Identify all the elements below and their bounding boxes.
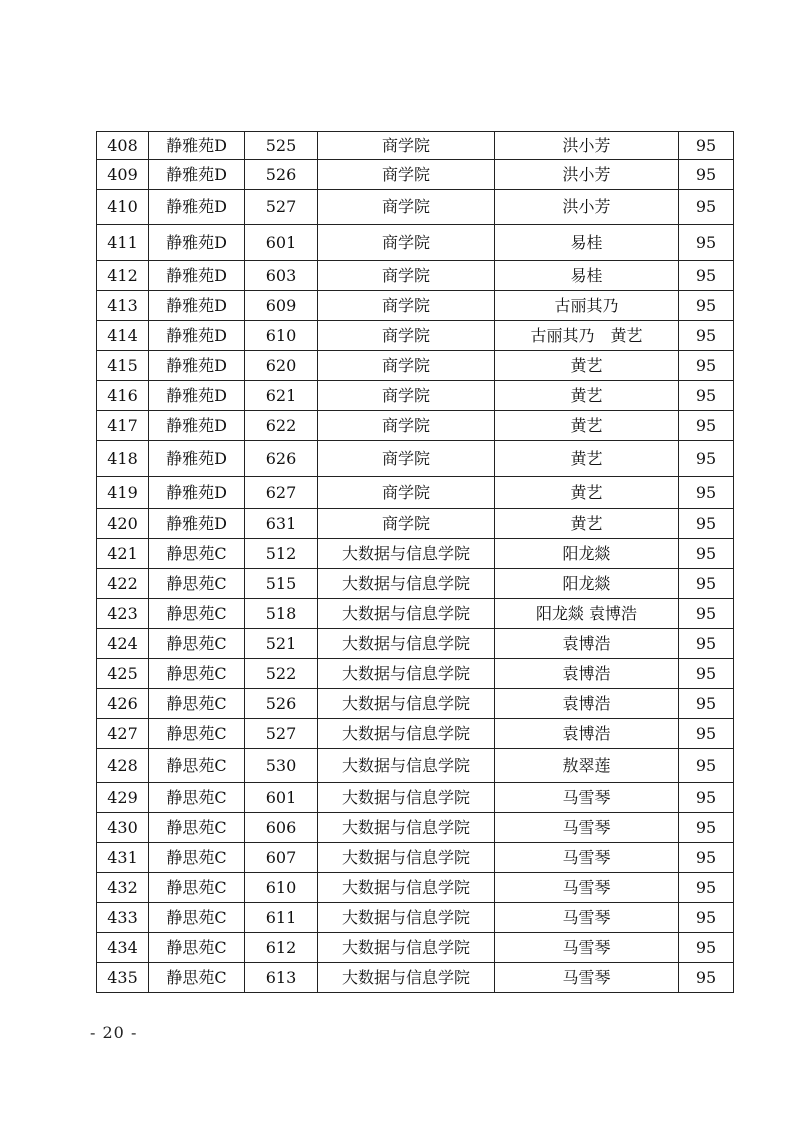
college-cell: 大数据与信息学院 bbox=[318, 843, 495, 873]
college-cell: 大数据与信息学院 bbox=[318, 629, 495, 659]
room-number-cell: 525 bbox=[245, 132, 318, 160]
college-cell: 商学院 bbox=[318, 225, 495, 261]
tutor-cell: 洪小芳 bbox=[495, 132, 679, 160]
building-cell: 静思苑C bbox=[149, 719, 245, 749]
score-cell: 95 bbox=[679, 599, 734, 629]
table-row bbox=[97, 381, 734, 411]
building-cell: 静雅苑D bbox=[149, 261, 245, 291]
room-number-cell: 601 bbox=[245, 225, 318, 261]
college-cell: 大数据与信息学院 bbox=[318, 659, 495, 689]
score-cell: 95 bbox=[679, 261, 734, 291]
score-cell: 95 bbox=[679, 539, 734, 569]
score-cell: 95 bbox=[679, 659, 734, 689]
table-row bbox=[97, 539, 734, 569]
table-row bbox=[97, 225, 734, 261]
score-cell: 95 bbox=[679, 509, 734, 539]
building-cell: 静雅苑D bbox=[149, 225, 245, 261]
college-cell: 大数据与信息学院 bbox=[318, 689, 495, 719]
score-cell: 95 bbox=[679, 933, 734, 963]
row-number-cell: 416 bbox=[97, 381, 149, 411]
score-cell: 95 bbox=[679, 903, 734, 933]
building-cell: 静思苑C bbox=[149, 689, 245, 719]
row-number-cell: 435 bbox=[97, 963, 149, 993]
building-cell: 静思苑C bbox=[149, 539, 245, 569]
score-cell: 95 bbox=[679, 689, 734, 719]
table-row bbox=[97, 933, 734, 963]
college-cell: 商学院 bbox=[318, 291, 495, 321]
table-row bbox=[97, 569, 734, 599]
row-number-cell: 434 bbox=[97, 933, 149, 963]
tutor-cell: 易桂 bbox=[495, 261, 679, 291]
college-cell: 商学院 bbox=[318, 381, 495, 411]
row-number-cell: 429 bbox=[97, 783, 149, 813]
room-number-cell: 526 bbox=[245, 689, 318, 719]
tutor-cell: 黄艺 bbox=[495, 351, 679, 381]
score-cell: 95 bbox=[679, 843, 734, 873]
room-number-cell: 610 bbox=[245, 873, 318, 903]
score-cell: 95 bbox=[679, 783, 734, 813]
table-row bbox=[97, 873, 734, 903]
college-cell: 商学院 bbox=[318, 321, 495, 351]
room-number-cell: 522 bbox=[245, 659, 318, 689]
room-number-cell: 631 bbox=[245, 509, 318, 539]
score-cell: 95 bbox=[679, 132, 734, 160]
college-cell: 商学院 bbox=[318, 411, 495, 441]
building-cell: 静思苑C bbox=[149, 659, 245, 689]
college-cell: 大数据与信息学院 bbox=[318, 569, 495, 599]
table-row bbox=[97, 411, 734, 441]
table-row bbox=[97, 509, 734, 539]
row-number-cell: 415 bbox=[97, 351, 149, 381]
row-number-cell: 424 bbox=[97, 629, 149, 659]
row-number-cell: 414 bbox=[97, 321, 149, 351]
building-cell: 静雅苑D bbox=[149, 132, 245, 160]
room-number-cell: 515 bbox=[245, 569, 318, 599]
score-cell: 95 bbox=[679, 813, 734, 843]
score-cell: 95 bbox=[679, 321, 734, 351]
score-cell: 95 bbox=[679, 963, 734, 993]
row-number-cell: 433 bbox=[97, 903, 149, 933]
tutor-cell: 马雪琴 bbox=[495, 873, 679, 903]
room-number-cell: 607 bbox=[245, 843, 318, 873]
row-number-cell: 420 bbox=[97, 509, 149, 539]
college-cell: 商学院 bbox=[318, 261, 495, 291]
building-cell: 静思苑C bbox=[149, 963, 245, 993]
building-cell: 静思苑C bbox=[149, 813, 245, 843]
building-cell: 静思苑C bbox=[149, 933, 245, 963]
room-number-cell: 612 bbox=[245, 933, 318, 963]
college-cell: 大数据与信息学院 bbox=[318, 963, 495, 993]
room-number-cell: 626 bbox=[245, 441, 318, 477]
row-number-cell: 431 bbox=[97, 843, 149, 873]
tutor-cell: 阳龙燚 bbox=[495, 539, 679, 569]
score-cell: 95 bbox=[679, 381, 734, 411]
row-number-cell: 425 bbox=[97, 659, 149, 689]
building-cell: 静雅苑D bbox=[149, 381, 245, 411]
row-number-cell: 419 bbox=[97, 477, 149, 509]
row-number-cell: 410 bbox=[97, 190, 149, 225]
room-number-cell: 622 bbox=[245, 411, 318, 441]
tutor-cell: 黄艺 bbox=[495, 509, 679, 539]
table-row bbox=[97, 749, 734, 783]
table-row bbox=[97, 903, 734, 933]
tutor-cell: 黄艺 bbox=[495, 477, 679, 509]
room-number-cell: 621 bbox=[245, 381, 318, 411]
college-cell: 大数据与信息学院 bbox=[318, 933, 495, 963]
table-body bbox=[97, 132, 734, 993]
building-cell: 静雅苑D bbox=[149, 291, 245, 321]
room-number-cell: 613 bbox=[245, 963, 318, 993]
table-row bbox=[97, 659, 734, 689]
score-cell: 95 bbox=[679, 351, 734, 381]
college-cell: 大数据与信息学院 bbox=[318, 903, 495, 933]
row-number-cell: 432 bbox=[97, 873, 149, 903]
building-cell: 静思苑C bbox=[149, 903, 245, 933]
tutor-cell: 马雪琴 bbox=[495, 963, 679, 993]
table-row bbox=[97, 321, 734, 351]
page-number: - 20 - bbox=[90, 1023, 138, 1042]
room-number-cell: 518 bbox=[245, 599, 318, 629]
table-row bbox=[97, 689, 734, 719]
room-number-cell: 620 bbox=[245, 351, 318, 381]
row-number-cell: 421 bbox=[97, 539, 149, 569]
tutor-cell: 马雪琴 bbox=[495, 783, 679, 813]
score-cell: 95 bbox=[679, 629, 734, 659]
table-row bbox=[97, 629, 734, 659]
building-cell: 静思苑C bbox=[149, 749, 245, 783]
table-row bbox=[97, 599, 734, 629]
college-cell: 大数据与信息学院 bbox=[318, 599, 495, 629]
table-row bbox=[97, 351, 734, 381]
building-cell: 静思苑C bbox=[149, 629, 245, 659]
score-cell: 95 bbox=[679, 749, 734, 783]
college-cell: 商学院 bbox=[318, 509, 495, 539]
tutor-cell: 黄艺 bbox=[495, 381, 679, 411]
row-number-cell: 411 bbox=[97, 225, 149, 261]
tutor-cell: 黄艺 bbox=[495, 441, 679, 477]
building-cell: 静雅苑D bbox=[149, 441, 245, 477]
score-cell: 95 bbox=[679, 719, 734, 749]
tutor-cell: 袁博浩 bbox=[495, 719, 679, 749]
table-row bbox=[97, 843, 734, 873]
table-row bbox=[97, 132, 734, 160]
college-cell: 大数据与信息学院 bbox=[318, 719, 495, 749]
table-row bbox=[97, 963, 734, 993]
row-number-cell: 422 bbox=[97, 569, 149, 599]
table-row bbox=[97, 190, 734, 225]
tutor-cell: 袁博浩 bbox=[495, 629, 679, 659]
room-number-cell: 627 bbox=[245, 477, 318, 509]
college-cell: 商学院 bbox=[318, 477, 495, 509]
row-number-cell: 412 bbox=[97, 261, 149, 291]
row-number-cell: 423 bbox=[97, 599, 149, 629]
tutor-cell: 马雪琴 bbox=[495, 843, 679, 873]
table-row bbox=[97, 261, 734, 291]
room-number-cell: 601 bbox=[245, 783, 318, 813]
building-cell: 静雅苑D bbox=[149, 160, 245, 190]
row-number-cell: 409 bbox=[97, 160, 149, 190]
building-cell: 静雅苑D bbox=[149, 411, 245, 441]
score-cell: 95 bbox=[679, 160, 734, 190]
row-number-cell: 426 bbox=[97, 689, 149, 719]
building-cell: 静雅苑D bbox=[149, 477, 245, 509]
table-row bbox=[97, 160, 734, 190]
room-number-cell: 609 bbox=[245, 291, 318, 321]
tutor-cell: 易桂 bbox=[495, 225, 679, 261]
table-row bbox=[97, 783, 734, 813]
score-cell: 95 bbox=[679, 441, 734, 477]
room-number-cell: 527 bbox=[245, 190, 318, 225]
building-cell: 静思苑C bbox=[149, 599, 245, 629]
tutor-cell: 洪小芳 bbox=[495, 190, 679, 225]
row-number-cell: 430 bbox=[97, 813, 149, 843]
building-cell: 静雅苑D bbox=[149, 509, 245, 539]
table-row bbox=[97, 477, 734, 509]
tutor-cell: 洪小芳 bbox=[495, 160, 679, 190]
college-cell: 大数据与信息学院 bbox=[318, 749, 495, 783]
row-number-cell: 413 bbox=[97, 291, 149, 321]
room-number-cell: 606 bbox=[245, 813, 318, 843]
college-cell: 商学院 bbox=[318, 160, 495, 190]
room-number-cell: 611 bbox=[245, 903, 318, 933]
building-cell: 静雅苑D bbox=[149, 190, 245, 225]
score-cell: 95 bbox=[679, 411, 734, 441]
college-cell: 商学院 bbox=[318, 351, 495, 381]
room-number-cell: 527 bbox=[245, 719, 318, 749]
table-row bbox=[97, 441, 734, 477]
score-cell: 95 bbox=[679, 569, 734, 599]
building-cell: 静雅苑D bbox=[149, 321, 245, 351]
score-cell: 95 bbox=[679, 873, 734, 903]
tutor-cell: 阳龙燚 bbox=[495, 569, 679, 599]
room-number-cell: 530 bbox=[245, 749, 318, 783]
college-cell: 商学院 bbox=[318, 132, 495, 160]
college-cell: 商学院 bbox=[318, 190, 495, 225]
room-number-cell: 512 bbox=[245, 539, 318, 569]
tutor-cell: 马雪琴 bbox=[495, 813, 679, 843]
building-cell: 静思苑C bbox=[149, 873, 245, 903]
row-number-cell: 418 bbox=[97, 441, 149, 477]
building-cell: 静雅苑D bbox=[149, 351, 245, 381]
college-cell: 大数据与信息学院 bbox=[318, 783, 495, 813]
room-number-cell: 610 bbox=[245, 321, 318, 351]
tutor-cell: 马雪琴 bbox=[495, 933, 679, 963]
tutor-cell: 黄艺 bbox=[495, 411, 679, 441]
room-number-cell: 521 bbox=[245, 629, 318, 659]
tutor-cell: 古丽其乃 bbox=[495, 291, 679, 321]
college-cell: 商学院 bbox=[318, 441, 495, 477]
tutor-cell: 古丽其乃 黄艺 bbox=[495, 321, 679, 351]
score-cell: 95 bbox=[679, 291, 734, 321]
row-number-cell: 417 bbox=[97, 411, 149, 441]
dormitory-score-table bbox=[96, 131, 734, 993]
score-cell: 95 bbox=[679, 190, 734, 225]
tutor-cell: 马雪琴 bbox=[495, 903, 679, 933]
table-row bbox=[97, 813, 734, 843]
tutor-cell: 敖翠莲 bbox=[495, 749, 679, 783]
table-row bbox=[97, 719, 734, 749]
college-cell: 大数据与信息学院 bbox=[318, 539, 495, 569]
building-cell: 静思苑C bbox=[149, 783, 245, 813]
row-number-cell: 408 bbox=[97, 132, 149, 160]
college-cell: 大数据与信息学院 bbox=[318, 873, 495, 903]
score-cell: 95 bbox=[679, 477, 734, 509]
college-cell: 大数据与信息学院 bbox=[318, 813, 495, 843]
building-cell: 静思苑C bbox=[149, 843, 245, 873]
score-cell: 95 bbox=[679, 225, 734, 261]
room-number-cell: 603 bbox=[245, 261, 318, 291]
tutor-cell: 袁博浩 bbox=[495, 689, 679, 719]
room-number-cell: 526 bbox=[245, 160, 318, 190]
row-number-cell: 427 bbox=[97, 719, 149, 749]
table-row bbox=[97, 291, 734, 321]
tutor-cell: 袁博浩 bbox=[495, 659, 679, 689]
row-number-cell: 428 bbox=[97, 749, 149, 783]
building-cell: 静思苑C bbox=[149, 569, 245, 599]
tutor-cell: 阳龙燚 袁博浩 bbox=[495, 599, 679, 629]
